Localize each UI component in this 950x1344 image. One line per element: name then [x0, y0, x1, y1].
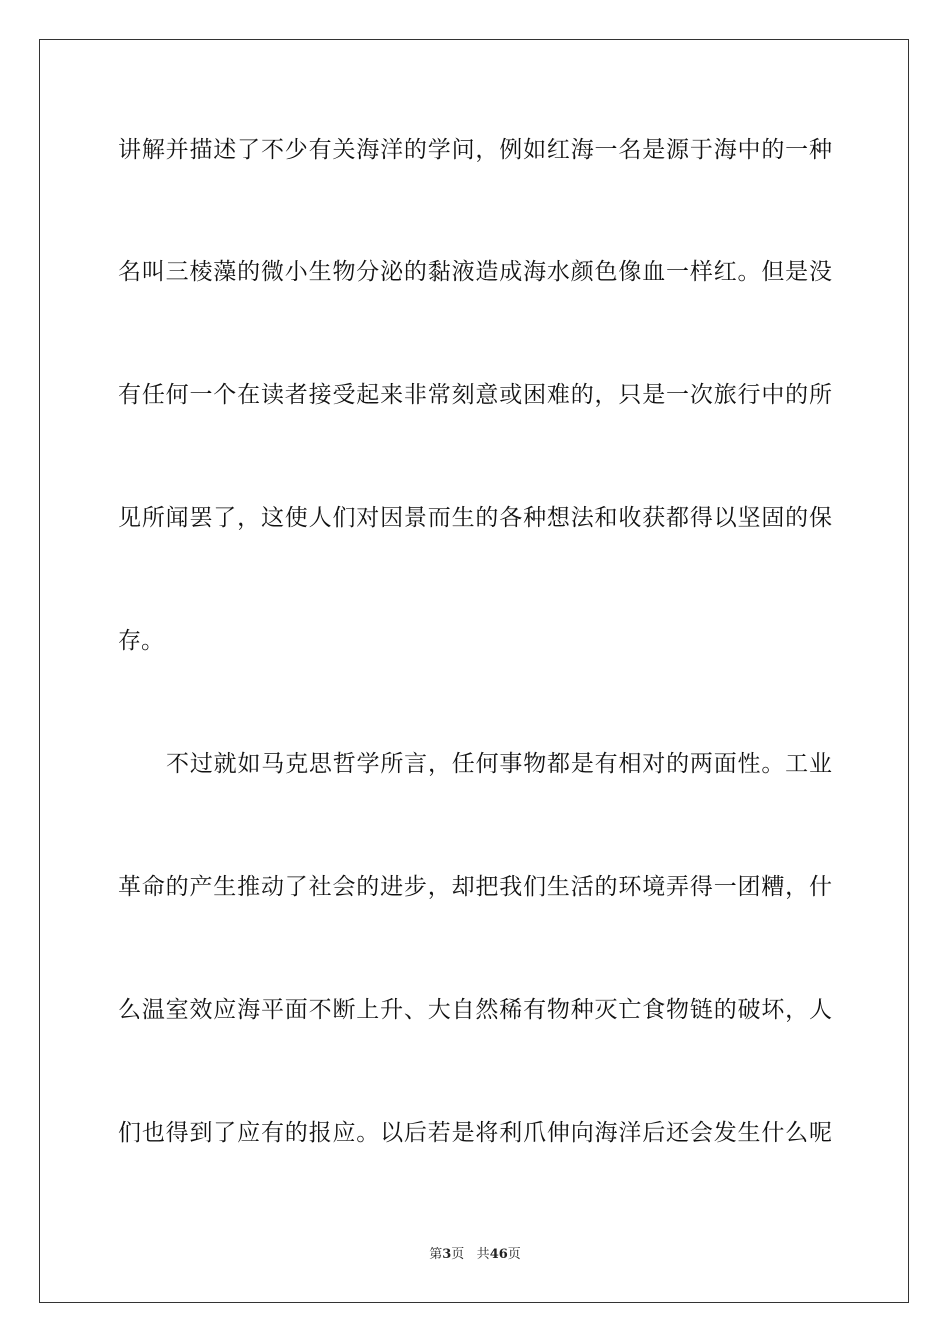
- body-line-8: 么温室效应海平面不断上升、大自然稀有物种灭亡食物链的破坏，人: [118, 997, 832, 1023]
- footer-total-suffix: 页: [507, 1247, 521, 1262]
- footer-total-pages: 46: [489, 1247, 508, 1262]
- body-line-1: 讲解并描述了不少有关海洋的学问，例如红海一名是源于海中的一种: [118, 137, 832, 163]
- body-line-6: 不过就如马克思哲学所言，任何事物都是有相对的两面性。工业: [166, 751, 832, 777]
- body-line-3: 有任何一个在读者接受起来非常刻意或困难的，只是一次旅行中的所: [118, 382, 832, 408]
- footer-page-prefix: 第: [429, 1247, 443, 1262]
- footer-total-prefix: 共: [476, 1247, 490, 1262]
- page-footer: [0, 1246, 950, 1264]
- footer-page-number: 3: [442, 1247, 452, 1262]
- footer-page-suffix: 页: [451, 1247, 465, 1262]
- body-line-2: 名叫三棱藻的微小生物分泌的黏液造成海水颜色像血一样红。但是没: [118, 259, 832, 285]
- body-line-9: 们也得到了应有的报应。以后若是将利爪伸向海洋后还会发生什么呢: [118, 1120, 832, 1146]
- body-line-5: 存。: [118, 628, 164, 654]
- body-line-4: 见所闻罢了，这使人们对因景而生的各种想法和收获都得以坚固的保: [118, 505, 832, 531]
- body-line-7: 革命的产生推动了社会的进步，却把我们生活的环境弄得一团糟，什: [118, 874, 832, 900]
